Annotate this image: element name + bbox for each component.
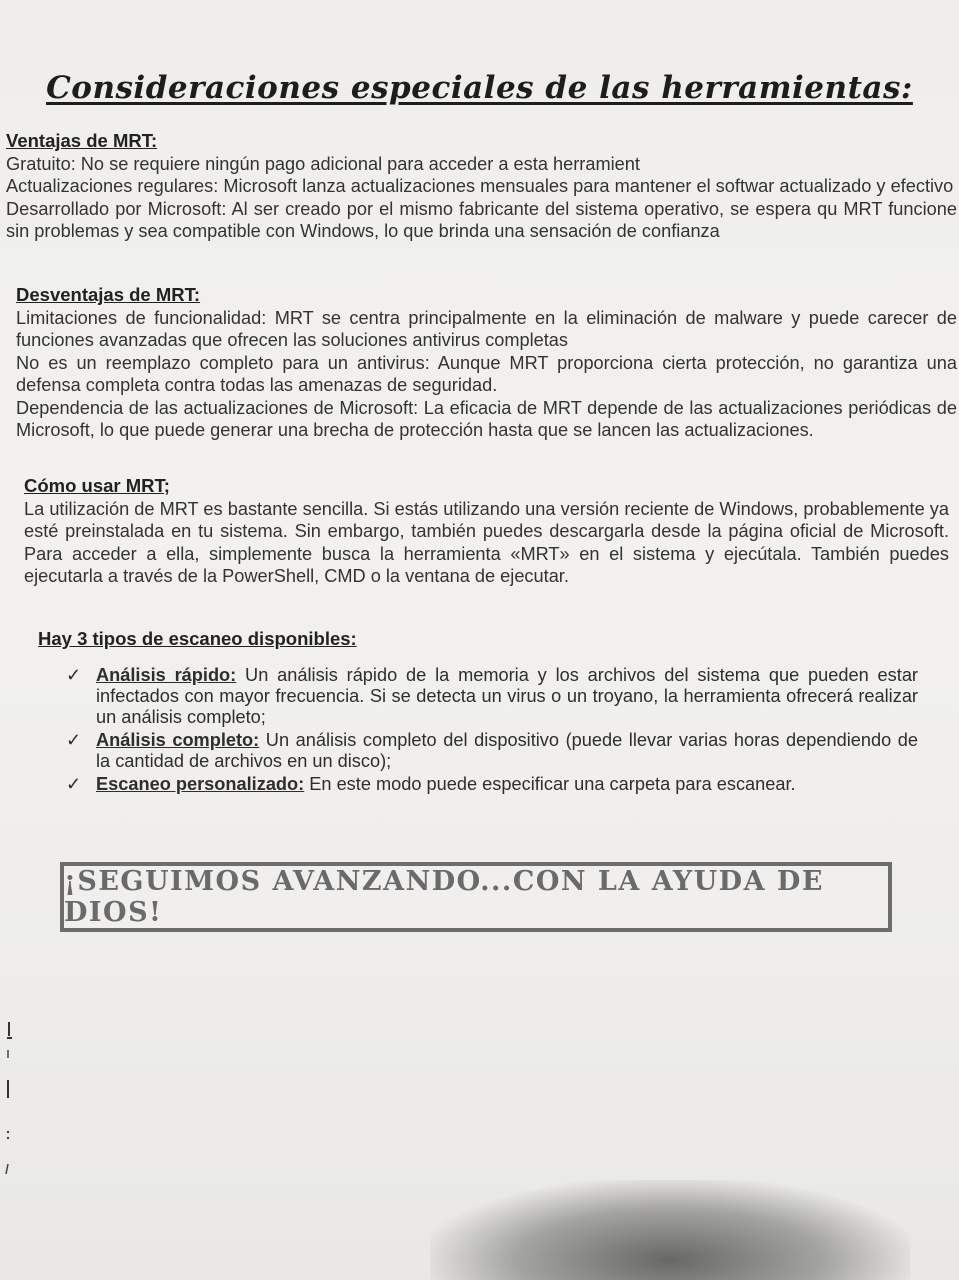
desventaja-item: Dependencia de las actualizaciones de Microsoft: La eficacia de MRT depende de las actualizaciones periódicas de Microsoft, lo que puede generar una brecha de protección hasta que se lancen las actualizaciones. bbox=[16, 397, 957, 440]
como-usar-text bbox=[24, 498, 949, 588]
slogan-text: ¡SEGUIMOS AVANZANDO...CON LA AYUDA DE DIOS! bbox=[64, 866, 824, 928]
thumb-smudge bbox=[430, 1180, 910, 1280]
como-usar-heading: Cómo usar MRT; bbox=[24, 475, 170, 496]
checkmark-icon: ✓ bbox=[66, 773, 82, 794]
checkmark-icon: ✓ bbox=[66, 664, 82, 685]
desventaja-item: Limitaciones de funcionalidad: MRT se centra principalmente en la eliminación de malware y puede carecer de funciones avanzadas que ofrecen las soluciones antivirus completas bbox=[16, 307, 957, 350]
desventaja-item: No es un reemplazo completo para un antivirus: Aunque MRT proporciona cierta protección, no garantiza una defensa completa contra todas las amenazas de seguridad. bbox=[16, 352, 957, 395]
ventaja-item: Gratuito: No se requiere ningún pago adicional para acceder a esta herramient bbox=[6, 153, 640, 174]
ventajas-section bbox=[6, 130, 957, 243]
tipos-escaneo-section bbox=[38, 628, 918, 797]
scan-type-item bbox=[38, 774, 918, 795]
ventaja-item: Desarrollado por Microsoft: Al ser creado por el mismo fabricante del sistema operativo, se espera qu MRT funcione sin problemas y sea compatible con Windows, lo que brinda una sensación de confianza bbox=[6, 198, 957, 241]
scan-type-term: Análisis rápido: bbox=[96, 664, 237, 685]
scan-types-list bbox=[38, 665, 918, 795]
checkmark-icon: ✓ bbox=[66, 729, 82, 750]
desventajas-heading: Desventajas de MRT: bbox=[16, 284, 201, 305]
ventaja-item: Actualizaciones regulares: Microsoft lanza actualizaciones mensuales para mantener el softwar actualizado y efectivo bbox=[6, 176, 954, 196]
ventajas-list bbox=[6, 153, 957, 243]
scan-type-item bbox=[38, 730, 918, 772]
tipos-heading: Hay 3 tipos de escaneo disponibles: bbox=[38, 628, 357, 649]
scan-type-item bbox=[38, 665, 918, 728]
desventajas-section bbox=[16, 284, 957, 442]
scan-type-term: Análisis completo: bbox=[96, 729, 260, 750]
ventajas-heading: Ventajas de MRT: bbox=[6, 130, 158, 151]
desventajas-list bbox=[16, 307, 957, 442]
page-title: Consideraciones especiales de las herramientas: bbox=[46, 70, 913, 106]
scan-type-desc: Un análisis completo del dispositivo (puede llevar varias horas dependiendo de la cantidad de archivos en un disco); bbox=[96, 729, 919, 771]
margin-pen-marks bbox=[2, 1020, 16, 1180]
como-usar-section bbox=[24, 475, 949, 588]
slogan-banner bbox=[60, 862, 892, 932]
scan-type-desc: En este modo puede especificar una carpeta para escanear. bbox=[304, 773, 796, 794]
scan-type-term: Escaneo personalizado: bbox=[96, 773, 305, 794]
scan-type-desc: Un análisis rápido de la memoria y los archivos del sistema que pueden estar infectados con mayor frecuencia. Si se detecta un virus o un troyano, la herramienta ofrecerá realizar un análisis completo; bbox=[96, 664, 918, 727]
como-usar-paragraph: La utilización de MRT es bastante sencilla. Si estás utilizando una versión reciente de Windows, probablemente ya esté preinstalada en tu sistema. Sin embargo, también puedes descargarla desde la página oficial de Microsoft. Para acceder a ella, simplemente busca la herramienta «MRT» en el sistema y ejecútala. También puedes ejecutarla a través de la PowerShell, CMD o la ventana de ejecutar. bbox=[24, 498, 949, 586]
